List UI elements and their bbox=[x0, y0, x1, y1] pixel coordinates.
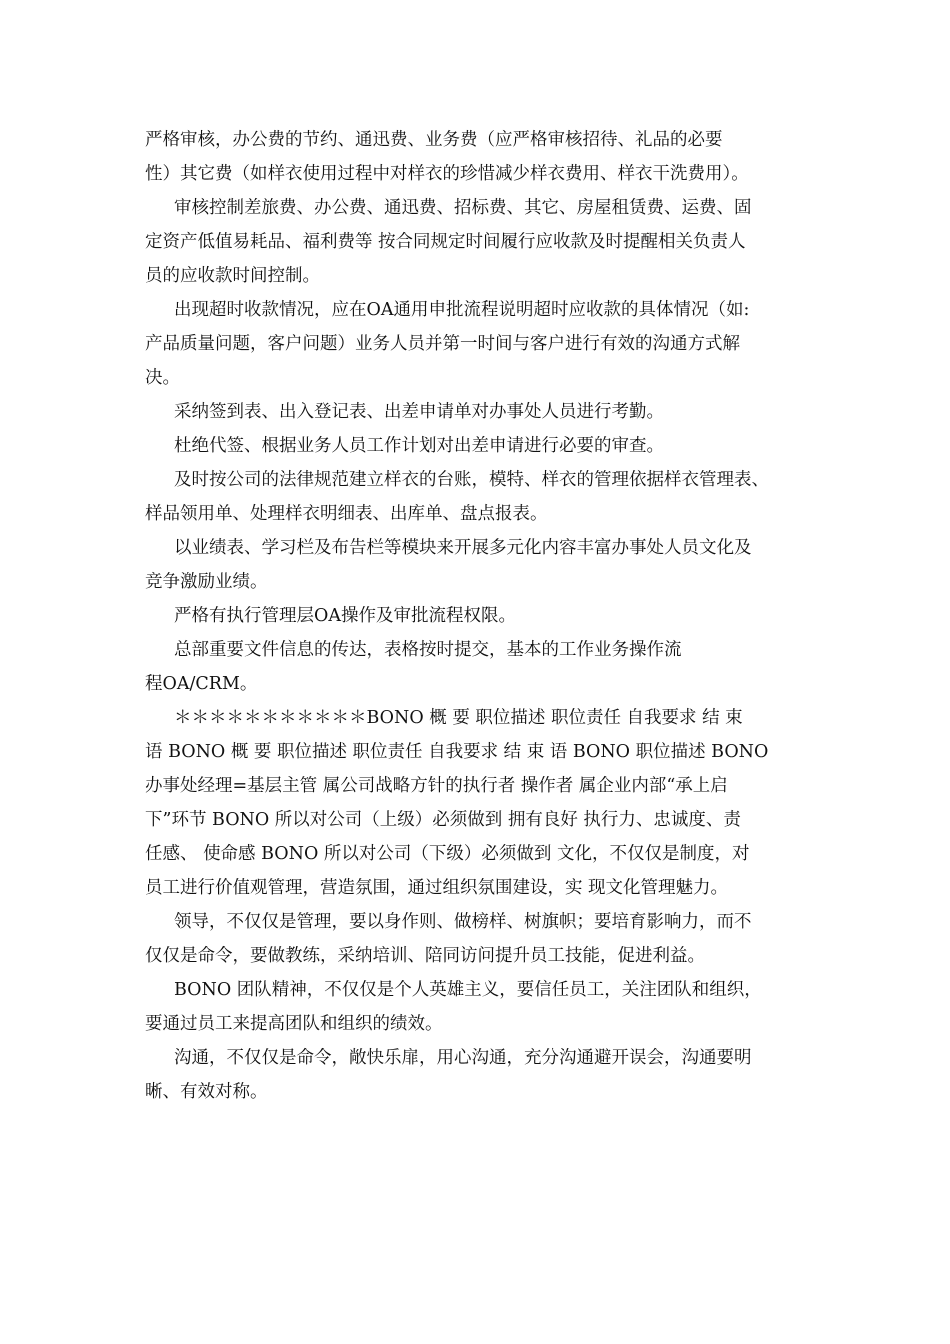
text-line: 出现超时收款情况，应在OA通用申批流程说明超时应收款的具体情况（如: bbox=[174, 300, 750, 320]
text-line: 产品质量问题，客户问题）业务人员并第一时间与客户进行有效的沟通方式解 bbox=[145, 334, 740, 354]
text-line: 任感、 使命感 BONO 所以对公司（下级）必须做到 文化，不仅仅是制度，对 bbox=[145, 844, 750, 864]
text-line: 决。 bbox=[145, 368, 180, 388]
text-line: ＊＊＊＊＊＊＊＊＊＊＊BONO 概 要 职位描述 职位责任 自我要求 结 束 bbox=[174, 708, 743, 728]
text-line: BONO 团队精神，不仅仅是个人英雄主义，要信任员工，关注团队和组织， bbox=[174, 980, 762, 1000]
text-line: 杜绝代签、根据业务人员工作计划对出差申请进行必要的审查。 bbox=[174, 436, 664, 456]
text-line: 晰、有效对称。 bbox=[145, 1082, 268, 1102]
text-line: 要通过员工来提高团队和组织的绩效。 bbox=[145, 1014, 443, 1034]
text-line: 以业绩表、学习栏及布告栏等模块来开展多元化内容丰富办事处人员文化及 bbox=[174, 538, 752, 558]
text-line: 语 BONO 概 要 职位描述 职位责任 自我要求 结 束 语 BONO 职位描述 BONO bbox=[145, 742, 769, 762]
text-line: 沟通，不仅仅是命令，敞快乐扉，用心沟通，充分沟通避开误会，沟通要明 bbox=[174, 1048, 752, 1068]
text-line: 程OA/CRM。 bbox=[145, 674, 258, 694]
document-body bbox=[145, 123, 825, 1109]
text-line: 采纳签到表、出入登记表、出差申请单对办事处人员进行考勤。 bbox=[174, 402, 664, 422]
text-line: 审核控制差旅费、办公费、通迅费、招标费、其它、房屋租赁费、运费、固 bbox=[174, 198, 752, 218]
text-line: 严格有执行管理层OA操作及审批流程权限。 bbox=[174, 606, 516, 626]
text-line: 竞争激励业绩。 bbox=[145, 572, 268, 592]
text-line: 样品领用单、处理样衣明细表、出库单、盘点报表。 bbox=[145, 504, 548, 524]
text-line: 办事处经理=基层主管 属公司战略方针的执行者 操作者 属企业内部“承上启 bbox=[145, 776, 728, 796]
text-line: 仅仅是命令，要做教练，采纳培训、陪同访问提升员工技能，促进利益。 bbox=[145, 946, 705, 966]
text-line: 领导，不仅仅是管理，要以身作则、做榜样、树旗帜；要培育影响力，而不 bbox=[174, 912, 752, 932]
text-line: 下”环节 BONO 所以对公司（上级）必须做到 拥有良好 执行力、忠诚度、责 bbox=[145, 810, 741, 830]
text-line: 性）其它费（如样衣使用过程中对样衣的珍惜减少样衣费用、样衣干洗费用）。 bbox=[145, 164, 749, 184]
text-line: 及时按公司的法律规范建立样衣的台账，模特、样衣的管理依据样衣管理表、 bbox=[174, 470, 769, 490]
text-line: 员的应收款时间控制。 bbox=[145, 266, 320, 286]
text-line: 定资产低值易耗品、福利费等 按合同规定时间履行应收款及时提醒相关负责人 bbox=[145, 232, 746, 252]
text-line: 员工进行价值观管理，营造氛围，通过组织氛围建设，实 现文化管理魅力。 bbox=[145, 878, 729, 898]
text-line: 总部重要文件信息的传达，表格按时提交，基本的工作业务操作流 bbox=[174, 640, 682, 660]
text-line: 严格审核，办公费的节约、通迅费、业务费（应严格审核招待、礼品的必要 bbox=[145, 130, 723, 150]
